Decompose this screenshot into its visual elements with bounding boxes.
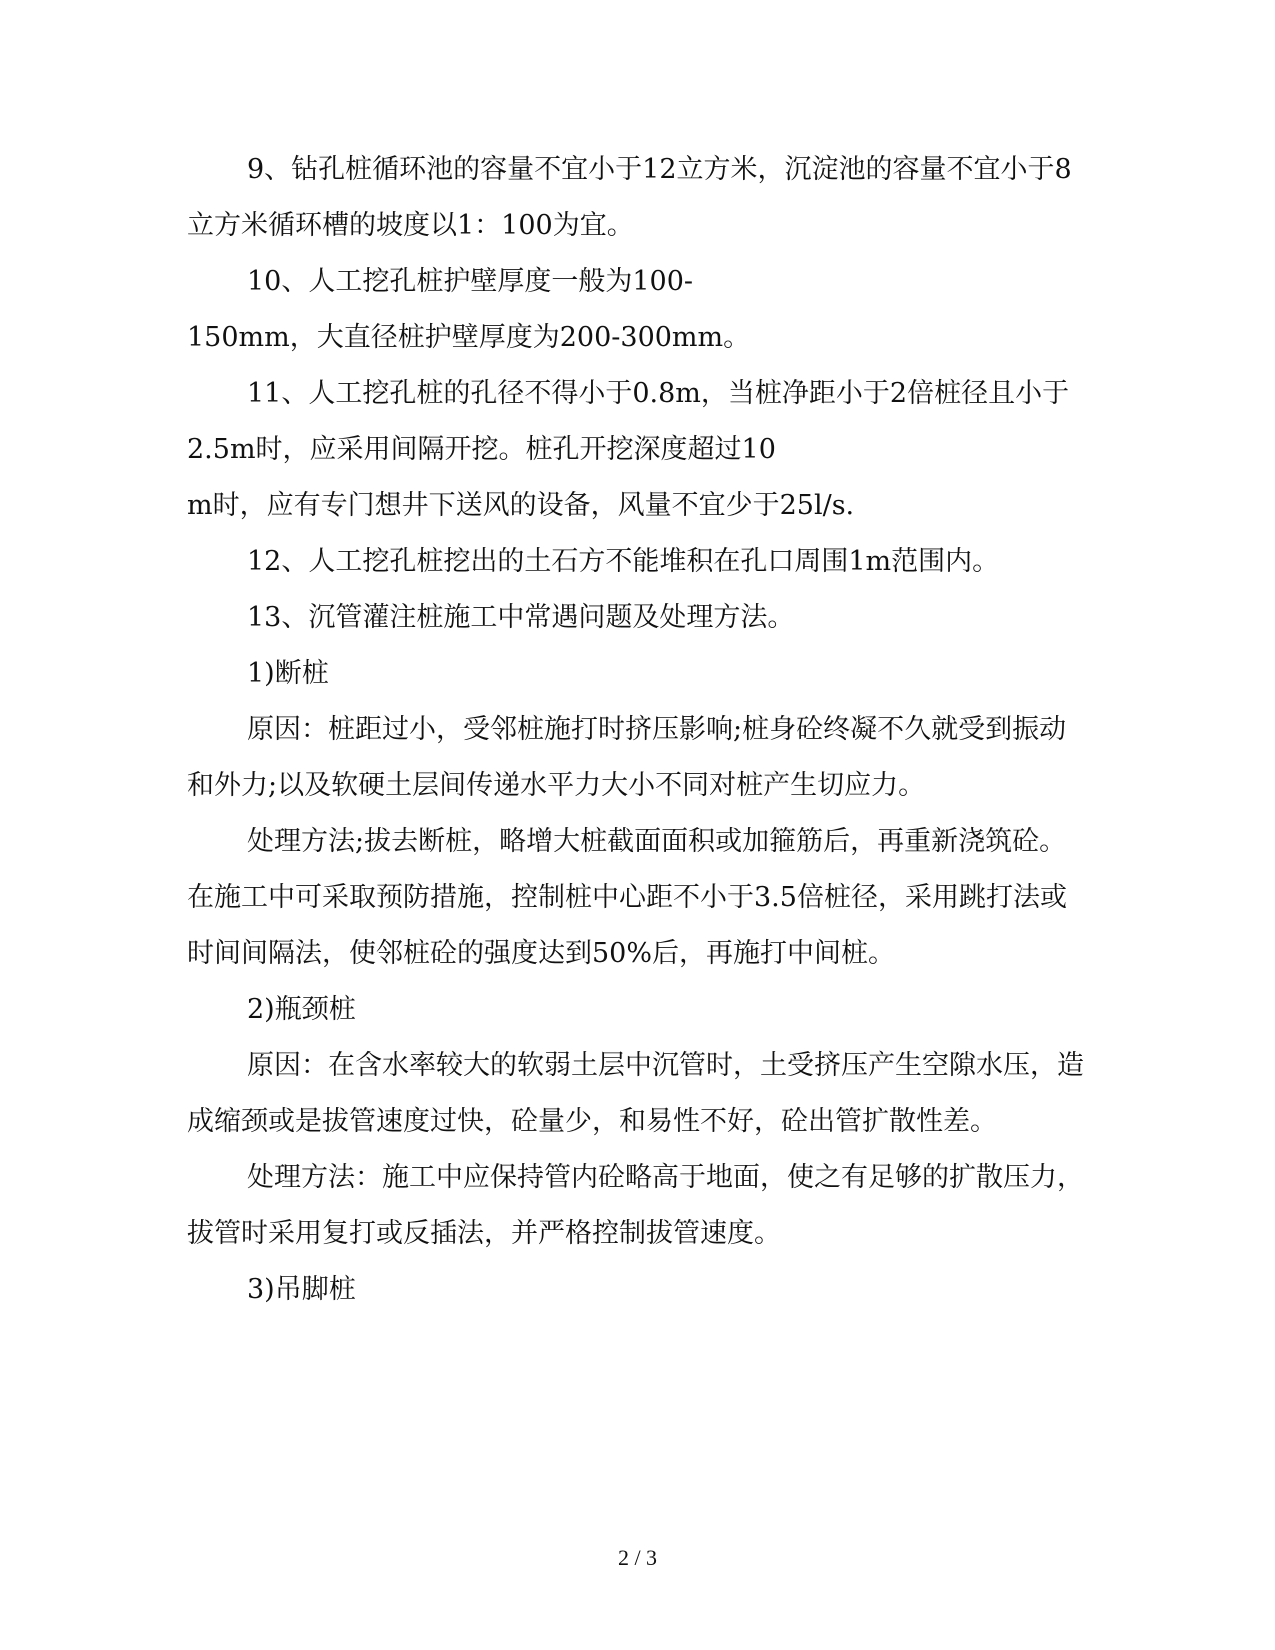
document-body (187, 142, 1087, 1318)
paragraph-broken-pile-cause: 原因：桩距过小，受邻桩施打时挤压影响;桩身砼终凝不久就受到振动和外力;以及软硬土层间传递水平力大小不同对桩产生切应力。 (187, 714, 1067, 801)
subheading-broken-pile: 1)断桩 (247, 658, 329, 689)
paragraph-broken-pile-treatment: 处理方法;拔去断桩，略增大桩截面面积或加箍筋后，再重新浇筑砼。在施工中可采取预防措施，控制桩中心距不小于3.5倍桩径，采用跳打法或时间间隔法，使邻桩砼的强度达到50%后，再施打中间桩。 (187, 826, 1067, 969)
paragraph-item-12: 12、人工挖孔桩挖出的土石方不能堆积在孔口周围1m范围内。 (247, 546, 1000, 577)
subheading-necked-pile: 2)瓶颈桩 (247, 994, 356, 1025)
page-number: 2 / 3 (617, 1545, 658, 1570)
subheading-hanging-pile: 3)吊脚桩 (247, 1274, 356, 1305)
paragraph-necked-pile-treatment: 处理方法：施工中应保持管内砼略高于地面，使之有足够的扩散压力，拔管时采用复打或反插法，并严格控制拔管速度。 (187, 1162, 1084, 1249)
paragraph-necked-pile-cause: 原因：在含水率较大的软弱土层中沉管时，土受挤压产生空隙水压，造成缩颈或是拔管速度过快，砼量少，和易性不好，砼出管扩散性差。 (187, 1050, 1084, 1137)
paragraph-item-13: 13、沉管灌注桩施工中常遇问题及处理方法。 (247, 602, 795, 633)
paragraph-item-10: 10、人工挖孔桩护壁厚度一般为100- (247, 266, 694, 297)
paragraph-item-10-continued: 150mm，大直径桩护壁厚度为200-300mm。 (187, 322, 751, 353)
paragraph-item-11: 11、人工挖孔桩的孔径不得小于0.8m，当桩净距小于2倍桩径且小于2.5m时，应采用间隔开挖。桩孔开挖深度超过10 (187, 378, 1070, 465)
paragraph-item-11-continued: m时，应有专门想井下送风的设备，风量不宜少于25l/s. (187, 490, 855, 521)
paragraph-item-9: 9、钻孔桩循环池的容量不宜小于12立方米，沉淀池的容量不宜小于8立方米循环槽的坡度以1：100为宜。 (187, 154, 1072, 241)
